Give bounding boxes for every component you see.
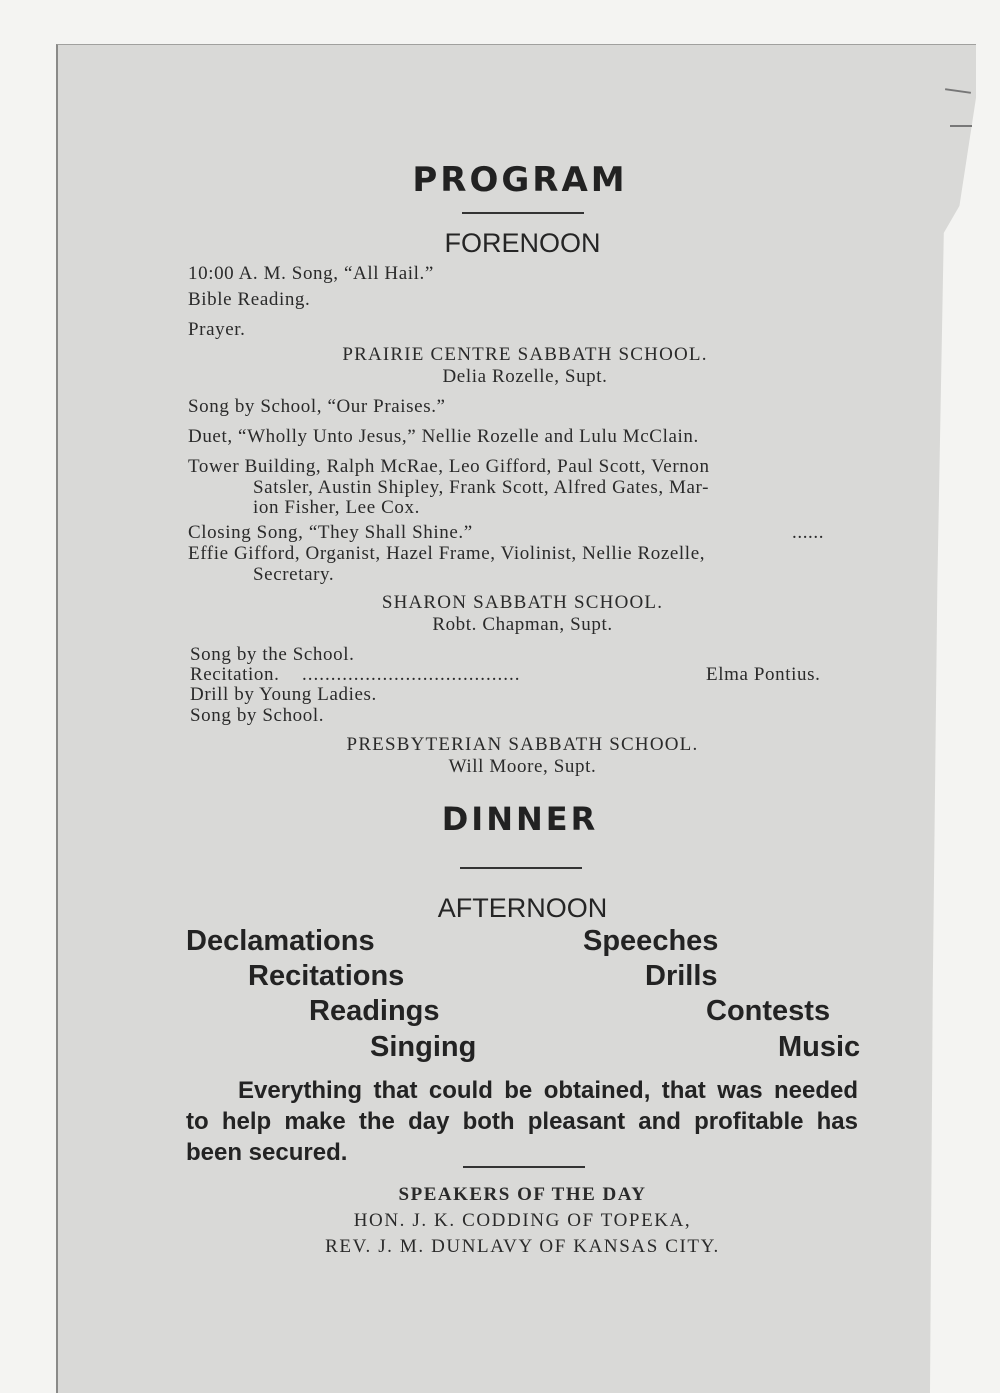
program-item: Song by School.: [190, 705, 325, 726]
afternoon-activity: Readings: [309, 995, 440, 1027]
program-item: Recitation.: [190, 664, 280, 685]
closing-paragraph-line: Everything that could be obtained, that was needed: [238, 1077, 858, 1104]
program-item: Drill by Young Ladies.: [190, 684, 377, 705]
program-item-continuation: ion Fisher, Lee Cox.: [253, 497, 420, 518]
afternoon-heading: AFTERNOON: [437, 893, 608, 923]
page-title: PROGRAM: [412, 160, 628, 200]
leader-dots: ......: [792, 522, 825, 543]
performer-name: Elma Pontius.: [706, 664, 821, 685]
closing-paragraph-line: been secured.: [186, 1139, 348, 1166]
speaker-name: HON. J. K. CODDING OF TOPEKA,: [353, 1210, 692, 1231]
leader-dots: ......................................: [302, 664, 521, 685]
program-item: Effie Gifford, Organist, Hazel Frame, Violinist, Nellie Rozelle,: [188, 543, 706, 564]
program-item-continuation: Secretary.: [253, 564, 335, 585]
speakers-divider: [463, 1166, 585, 1168]
program-item: Closing Song, “They Shall Shine.”: [188, 522, 473, 543]
forenoon-heading: FORENOON: [444, 228, 601, 258]
program-item: 10:00 A. M. Song, “All Hail.”: [188, 263, 434, 284]
program-item: Bible Reading.: [188, 289, 311, 310]
school-name: PRAIRIE CENTRE SABBATH SCHOOL.: [342, 344, 708, 365]
afternoon-activity: Declamations: [186, 925, 375, 957]
school-superintendent: Robt. Chapman, Supt.: [432, 614, 613, 635]
school-name: PRESBYTERIAN SABBATH SCHOOL.: [346, 734, 699, 755]
school-superintendent: Will Moore, Supt.: [448, 756, 597, 777]
torn-edge-mark: [950, 125, 972, 127]
title-divider: [462, 212, 584, 214]
dinner-heading: DINNER: [441, 800, 599, 838]
dinner-divider: [460, 867, 582, 869]
afternoon-activity: Music: [778, 1031, 861, 1063]
school-name: SHARON SABBATH SCHOOL.: [381, 592, 664, 613]
program-item: Duet, “Wholly Unto Jesus,” Nellie Rozelle and Lulu McClain.: [188, 426, 699, 447]
afternoon-activity: Singing: [370, 1031, 477, 1063]
afternoon-activity: Contests: [706, 995, 831, 1027]
program-item: Song by School, “Our Praises.”: [188, 396, 446, 417]
program-item-continuation: Satsler, Austin Shipley, Frank Scott, Alfred Gates, Mar-: [253, 477, 710, 498]
afternoon-activity: Drills: [645, 960, 718, 992]
closing-paragraph-line: to help make the day both pleasant and profitable has: [186, 1108, 858, 1135]
speakers-heading: SPEAKERS OF THE DAY: [398, 1184, 647, 1205]
afternoon-activity: Recitations: [248, 960, 405, 992]
school-superintendent: Delia Rozelle, Supt.: [442, 366, 608, 387]
program-item: Song by the School.: [190, 644, 355, 665]
program-item: Prayer.: [188, 319, 246, 340]
speaker-name: REV. J. M. DUNLAVY OF KANSAS CITY.: [325, 1236, 720, 1257]
program-item: Tower Building, Ralph McRae, Leo Gifford, Paul Scott, Vernon: [188, 456, 710, 477]
afternoon-activity: Speeches: [583, 925, 719, 957]
